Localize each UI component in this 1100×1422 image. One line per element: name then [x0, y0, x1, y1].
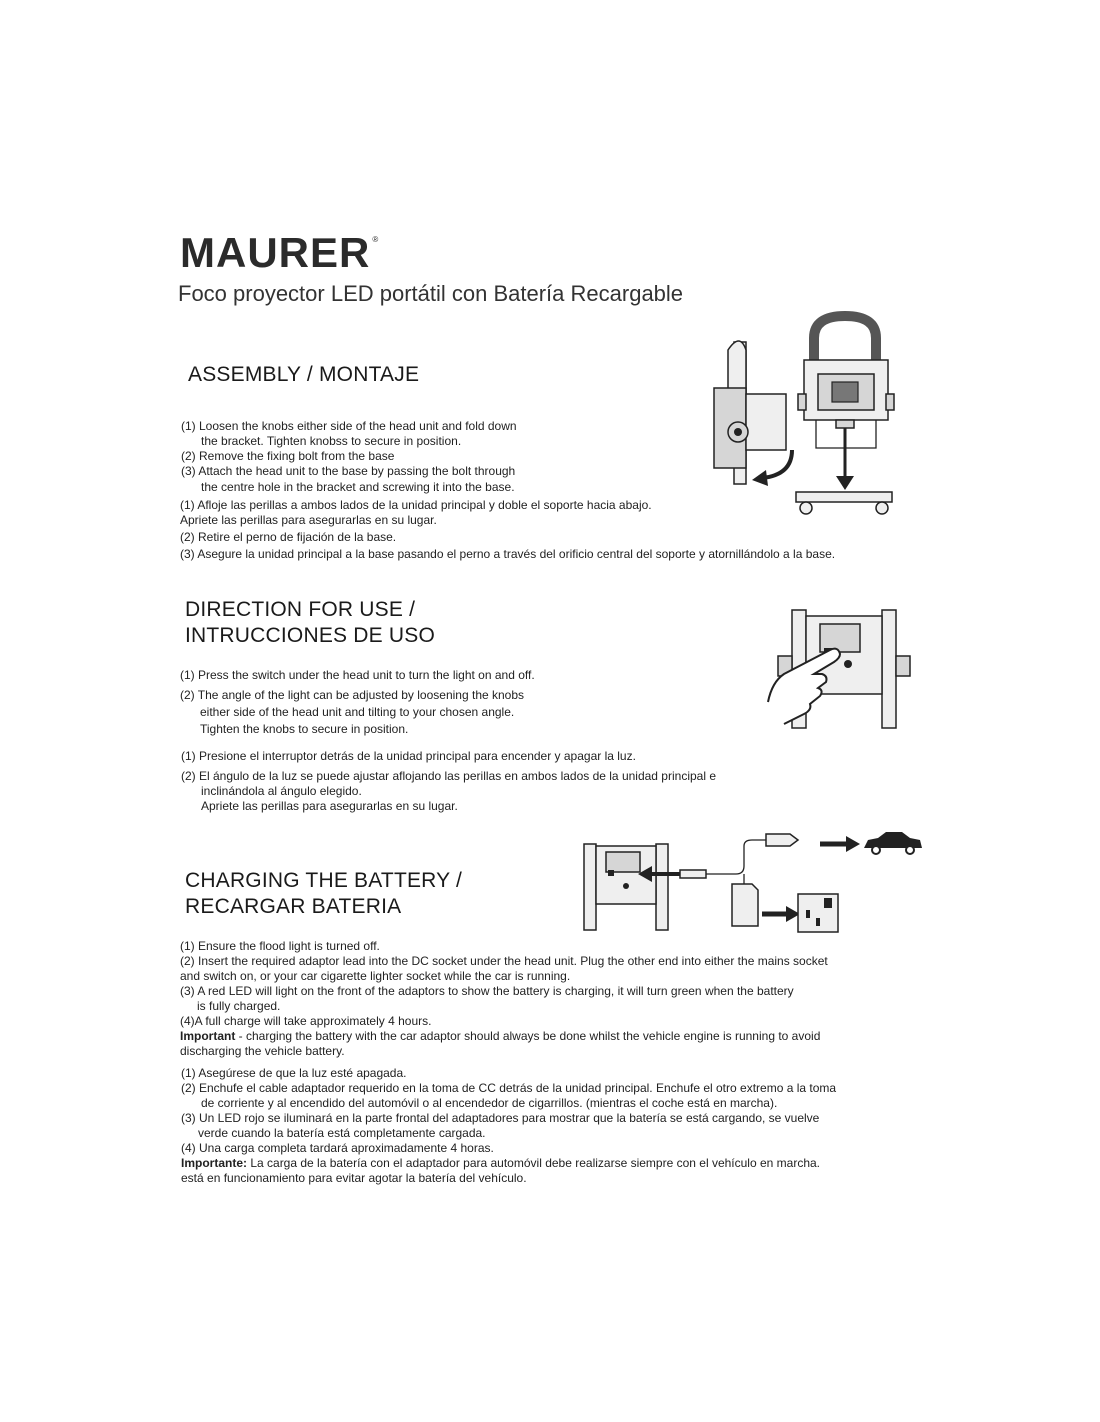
importante-text: La carga de la batería con el adaptador para automóvil debe realizarse siempre con el vehículo en marcha.	[247, 1156, 821, 1170]
text-line: (2) Insert the required adaptor lead into the DC socket under the head unit. Plug the other end into either the mains socket	[180, 954, 828, 968]
charging-heading-line: RECARGAR BATERIA	[185, 895, 402, 918]
assembly-illustration	[700, 310, 910, 520]
direction-spanish-text	[181, 749, 716, 814]
text-line: (2) The angle of the light can be adjusted by loosening the knobs	[180, 688, 525, 702]
text-line: discharging the vehicle battery.	[180, 1044, 345, 1058]
registered-mark: ®	[372, 235, 380, 244]
text-line: is fully charged.	[197, 999, 281, 1013]
text-line: and switch on, or your car cigarette lighter socket while the car is running.	[180, 969, 571, 983]
text-line: inclinándola al ángulo elegido.	[201, 784, 362, 798]
importante-label: Importante:	[181, 1156, 247, 1170]
text-line: (4) Una carga completa tardará aproximadamente 4 horas.	[181, 1141, 494, 1155]
rotate-arrow-icon	[752, 470, 768, 486]
text-line: (1) Afloje las perillas a ambos lados de la unidad principal y doble el soporte hacia abajo.	[180, 498, 652, 512]
text-line: (2) El ángulo de la luz se puede ajustar aflojando las perillas en ambos lados de la unidad principal e	[181, 769, 717, 783]
direction-heading-line: DIRECTION FOR USE /	[185, 598, 416, 621]
charging-english-text	[180, 939, 828, 1059]
down-arrow-icon	[836, 476, 854, 490]
text-line: the centre hole in the bracket and screwing it into the base.	[201, 480, 515, 494]
car-adaptor-icon	[766, 834, 798, 846]
important-text: - charging the battery with the car adaptor should always be done whilst the vehicle engine is running to avoid	[235, 1029, 821, 1043]
car-icon	[864, 832, 922, 848]
direction-illustration	[758, 604, 918, 734]
mains-adaptor-icon	[732, 884, 758, 926]
text-line: (2) Retire el perno de fijación de la base.	[180, 530, 397, 544]
text-line: (3) Attach the head unit to the base by passing the bolt through	[181, 464, 516, 478]
base-unit	[796, 492, 892, 502]
charging-illustration	[576, 826, 926, 936]
text-line: (1) Ensure the flood light is turned off.	[180, 939, 380, 953]
direction-english-text	[180, 668, 535, 737]
charging-spanish-text	[181, 1066, 836, 1186]
text-line: (3) A red LED will light on the front of the adaptors to show the battery is charging, it will turn green when the battery	[180, 984, 794, 998]
text-line: de corriente y al encendido del automóvil o al encendedor de cigarrillos. (mientras el coche está en marcha).	[201, 1096, 778, 1110]
text-line: (2) Remove the fixing bolt from the base	[181, 449, 395, 463]
left-stand	[584, 844, 596, 930]
text-line: (1) Loosen the knobs either side of the head unit and fold down	[181, 419, 517, 433]
text-line: the bracket. Tighten knobss to secure in position.	[201, 434, 462, 448]
text-line: (3) Asegure la unidad principal a la base pasando el perno a través del orificio central del soporte y atornillándolo a la base.	[180, 547, 836, 561]
assembly-english-text	[181, 419, 517, 495]
charging-heading-line: CHARGING THE BATTERY /	[185, 869, 463, 892]
text-line: Tighten the knobs to secure in position.	[200, 722, 409, 736]
text-line: Apriete las perillas para asegurarlas en su lugar.	[180, 513, 437, 527]
important-note	[180, 1029, 828, 1044]
brand-logo-text: MAURER	[180, 229, 371, 276]
text-line: Apriete las perillas para asegurarlas en su lugar.	[201, 799, 458, 813]
important-label: Important	[180, 1029, 236, 1043]
assembly-heading: ASSEMBLY / MONTAJE	[188, 363, 420, 386]
text-line: (3) Un LED rojo se iluminará en la parte frontal del adaptadores para mostrar que la batería se está cargando, se vuelve	[181, 1111, 820, 1125]
right-arrow-icon	[846, 836, 860, 852]
text-line: está en funcionamiento para evitar agotar la batería del vehículo.	[181, 1171, 527, 1185]
text-line: (1) Asegúrese de que la luz esté apagada.	[181, 1066, 407, 1080]
text-line: (4)A full charge will take approximately 4 hours.	[180, 1014, 432, 1028]
text-line: verde cuando la batería está completamente cargada.	[198, 1126, 486, 1140]
direction-heading	[185, 597, 435, 649]
importante-note	[181, 1156, 836, 1171]
right-stand	[882, 610, 896, 728]
direction-heading-line: INTRUCCIONES DE USO	[185, 624, 435, 647]
page-title: Foco proyector LED portátil con Batería Recargable	[178, 281, 684, 306]
text-line: (1) Presione el interruptor detrás de la unidad principal para encender y apagar la luz.	[181, 749, 636, 763]
charging-heading	[185, 868, 462, 920]
text-line: (2) Enchufe el cable adaptador requerido en la toma de CC detrás de la unidad principal. Enchufe el otro extremo a la toma	[181, 1081, 837, 1095]
brand-logo	[180, 229, 380, 276]
right-stand	[656, 844, 668, 930]
dc-socket	[844, 660, 852, 668]
text-line: (1) Press the switch under the head unit to turn the light on and off.	[180, 668, 535, 682]
text-line: either side of the head unit and tilting to your chosen angle.	[200, 705, 515, 719]
